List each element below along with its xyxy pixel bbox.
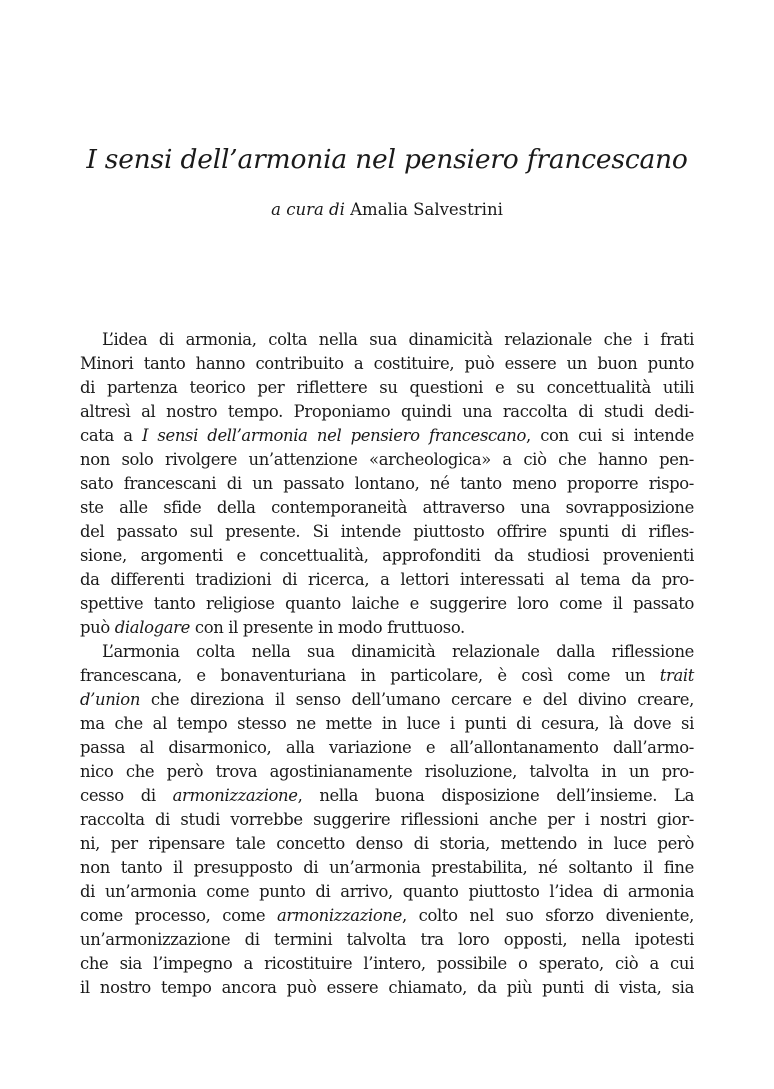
body-text [80, 328, 694, 1000]
italic-text: d’union [80, 690, 141, 709]
text-run: altresì al nostro tempo. Proponiamo quindi una raccolta di studi dedi- [80, 402, 694, 421]
byline [0, 198, 774, 222]
text-run: ni, per ripensare tale concetto denso di storia, mettendo in luce però [80, 834, 694, 853]
text-line [80, 352, 694, 376]
text-line [80, 400, 694, 424]
text-line [80, 328, 694, 352]
text-run: come processo, come [80, 906, 277, 925]
text-line [80, 616, 694, 640]
text-run: ma che al tempo stesso ne mette in luce i punti di cesura, là dove si [80, 714, 694, 733]
text-line [80, 496, 694, 520]
text-line [80, 568, 694, 592]
text-line [80, 424, 694, 448]
text-run: che sia l’impegno a ricostituire l’intero, possibile o sperato, ciò a cui [80, 954, 694, 973]
text-line [80, 760, 694, 784]
italic-text: I sensi dell’armonia nel pensiero francescano [141, 426, 527, 445]
text-line [80, 784, 694, 808]
text-run: Minori tanto hanno contribuito a costituire, può essere un buon punto [80, 354, 694, 373]
text-run: cesso di [80, 786, 173, 805]
italic-text: armonizzazione [172, 786, 298, 805]
text-run: di partenza teorico per riflettere su questioni e su concettualità utili [80, 378, 694, 397]
text-line [80, 952, 694, 976]
text-line [80, 640, 694, 664]
text-run: che direziona il senso dell’umano cercare e del divino creare, [140, 690, 694, 709]
text-run: del passato sul presente. Si intende piuttosto offrire spunti di rifles- [80, 522, 694, 541]
italic-text: armonizzazione [277, 906, 402, 925]
text-run: nico che però trova agostinianamente risoluzione, talvolta in un pro- [80, 762, 694, 781]
text-line [80, 832, 694, 856]
text-line [80, 928, 694, 952]
text-run: con il presente in modo fruttuoso. [190, 618, 465, 637]
text-line [80, 976, 694, 1000]
text-run: , con cui si intende [526, 426, 694, 445]
text-run: sato francescani di un passato lontano, né tanto meno proporre rispo- [80, 474, 694, 493]
text-line [80, 472, 694, 496]
text-run: , colto nel suo sforzo diveniente, [401, 906, 695, 925]
text-run: il nostro tempo ancora può essere chiamato, da più punti di vista, sia [80, 978, 694, 997]
text-line [80, 376, 694, 400]
italic-text: dialogare [114, 618, 191, 637]
text-line [80, 664, 694, 688]
chapter-title: I sensi dell’armonia nel pensiero francescano [86, 144, 688, 175]
text-run: cata a [80, 426, 142, 445]
italic-text: trait [659, 666, 694, 685]
text-line [80, 448, 694, 472]
text-run: , nella buona disposizione dell’insieme. La [297, 786, 694, 805]
text-line [80, 880, 694, 904]
text-line [80, 736, 694, 760]
text-run: L’armonia colta nella sua dinamicità relazionale dalla riflessione [102, 642, 694, 661]
text-run: francescana, e bonaventuriana in particolare, è così come un [80, 666, 660, 685]
text-run: passa al disarmonico, alla variazione e all’allontanamento dall’armo- [80, 738, 694, 757]
text-line [80, 904, 694, 928]
text-line [80, 688, 694, 712]
paragraph [80, 640, 694, 1000]
text-run: sione, argomenti e concettualità, approfonditi da studiosi provenienti [80, 546, 694, 565]
text-run: un’armonizzazione di termini talvolta tra loro opposti, nella ipotesti [80, 930, 694, 949]
text-line [80, 856, 694, 880]
text-run: spettive tanto religiose quanto laiche e suggerire loro come il passato [80, 594, 694, 613]
text-run: raccolta di studi vorrebbe suggerire riflessioni anche per i nostri gior- [80, 810, 694, 829]
text-run: non tanto il presupposto di un’armonia prestabilita, né soltanto il fine [80, 858, 694, 877]
paragraph [80, 328, 694, 640]
text-run: L’idea di armonia, colta nella sua dinamicità relazionale che i frati [102, 330, 694, 349]
text-run: da differenti tradizioni di ricerca, a lettori interessati al tema da pro- [80, 570, 694, 589]
byline-prefix: a cura di [271, 200, 345, 219]
text-run: può [80, 618, 115, 637]
text-run: non solo rivolgere un’attenzione «archeologica» a ciò che hanno pen- [80, 450, 694, 469]
text-line [80, 544, 694, 568]
text-run: ste alle sfide della contemporaneità attraverso una sovrapposizione [80, 498, 694, 517]
byline-author: Amalia Salvestrini [350, 200, 503, 219]
text-line [80, 520, 694, 544]
text-line [80, 592, 694, 616]
text-line [80, 712, 694, 736]
text-line [80, 808, 694, 832]
text-run: di un’armonia come punto di arrivo, quanto piuttosto l’idea di armonia [80, 882, 694, 901]
